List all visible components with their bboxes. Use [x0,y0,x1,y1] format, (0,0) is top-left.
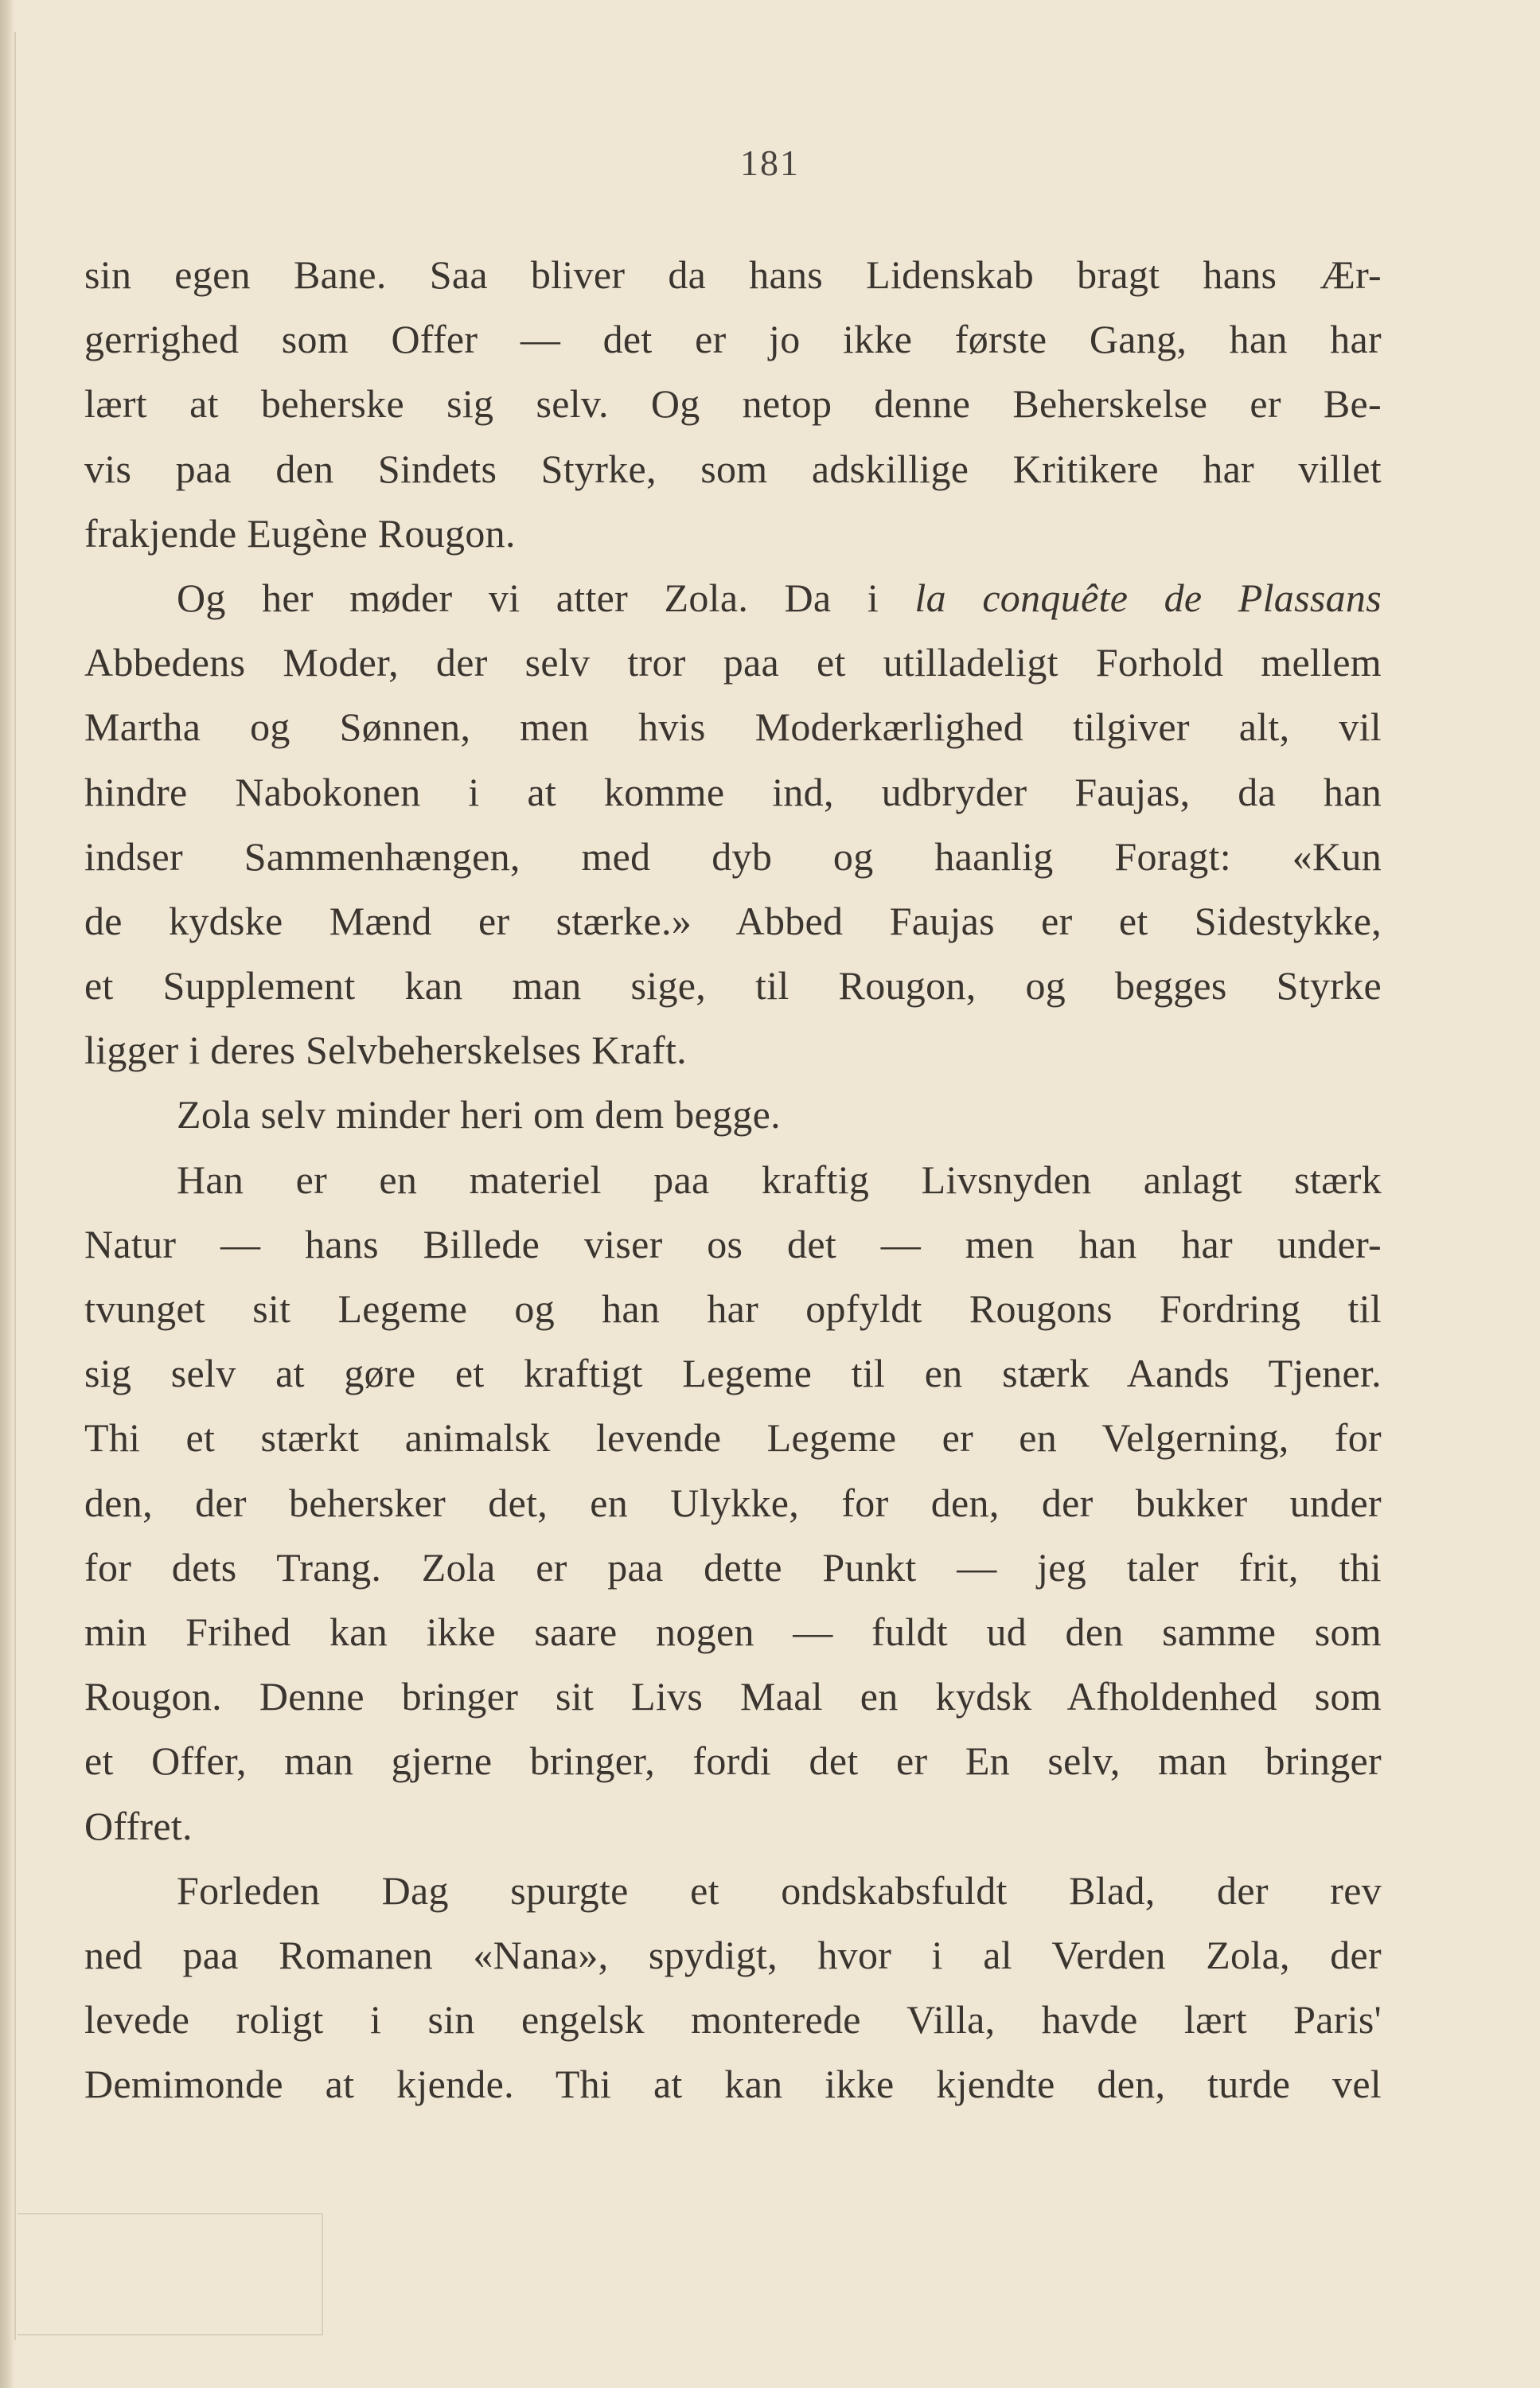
library-stamp-outline [18,2213,323,2335]
binding-line [14,32,16,2340]
text-line: lært at beherske sig selv. Og netop denne Beherskelse er Be- [84,381,1382,427]
text-line: sig selv at gøre et kraftigt Legeme til en stærk Aands Tjener. [84,1351,1382,1396]
text-line: frakjende Eugène Rougon. [84,510,516,556]
text-line: Rougon. Denne bringer sit Livs Maal en kydsk Afholdenhed som [84,1674,1382,1719]
text-line: ligger i deres Selvbeherskelses Kraft. [84,1028,687,1073]
text-line: indser Sammenhængen, med dyb og haanlig Foragt: «Kun [84,833,1382,879]
text-line: den, der behersker det, en Ulykke, for den, der bukker under [84,1480,1382,1525]
text-line: Thi et stærkt animalsk levende Legeme er en Velgerning, for [84,1415,1382,1461]
book-title-italic: la conquête de Plassans [914,575,1382,620]
text-line: for dets Trang. Zola er paa dette Punkt — jeg taler frit, thi [84,1544,1382,1590]
text-line: tvunget sit Legeme og han har opfyldt Rougons Fordring til [84,1286,1382,1331]
text-line: vis paa den Sindets Styrke, som adskillige Kritikere har villet [84,446,1382,491]
text-line: Demimonde at kjende. Thi at kan ikke kjendte den, turde vel [84,2062,1382,2107]
text-line: min Frihed kan ikke saare nogen — fuldt ud den samme som [84,1609,1382,1654]
text-line: Zola selv minder heri om dem begge. [177,1092,781,1137]
text-line: de kydske Mænd er stærke.» Abbed Faujas er et Sidestykke, [84,898,1382,943]
binding-edge [0,0,14,2388]
body-text [84,243,1382,2117]
text-line: et Supplement kan man sige, til Rougon, og begges Styrke [84,963,1382,1009]
text-line: Abbedens Moder, der selv tror paa et utilladeligt Forhold mellem [84,640,1382,685]
page-number: 181 [740,142,800,183]
text-line: ned paa Romanen «Nana», spydigt, hvor i al Verden Zola, der [84,1932,1382,1977]
text-line: et Offer, man gjerne bringer, fordi det er En selv, man bringer [84,1738,1382,1784]
text-line: Martha og Sønnen, men hvis Moderkærlighed tilgiver alt, vil [84,704,1382,750]
text-line: sin egen Bane. Saa bliver da hans Lidenskab bragt hans Ær- [84,252,1382,297]
text-line: Natur — hans Billede viser os det — men han har under- [84,1221,1382,1266]
text-line: gerrighed som Offer — det er jo ikke første Gang, han har [84,317,1382,362]
text-line: hindre Nabokonen i at komme ind, udbryder Faujas, da han [84,769,1382,814]
text-line: Offret. [84,1803,193,1848]
text-line: levede roligt i sin engelsk monterede Villa, havde lært Paris' [84,1997,1382,2043]
text-line: Og her møder vi atter Zola. Da i la conquête de Plassans [177,575,1382,620]
text-line: Han er en materiel paa kraftig Livsnyden anlagt stærk [177,1157,1382,1202]
text-line: Forleden Dag spurgte et ondskabsfuldt Blad, der rev [177,1867,1382,1913]
